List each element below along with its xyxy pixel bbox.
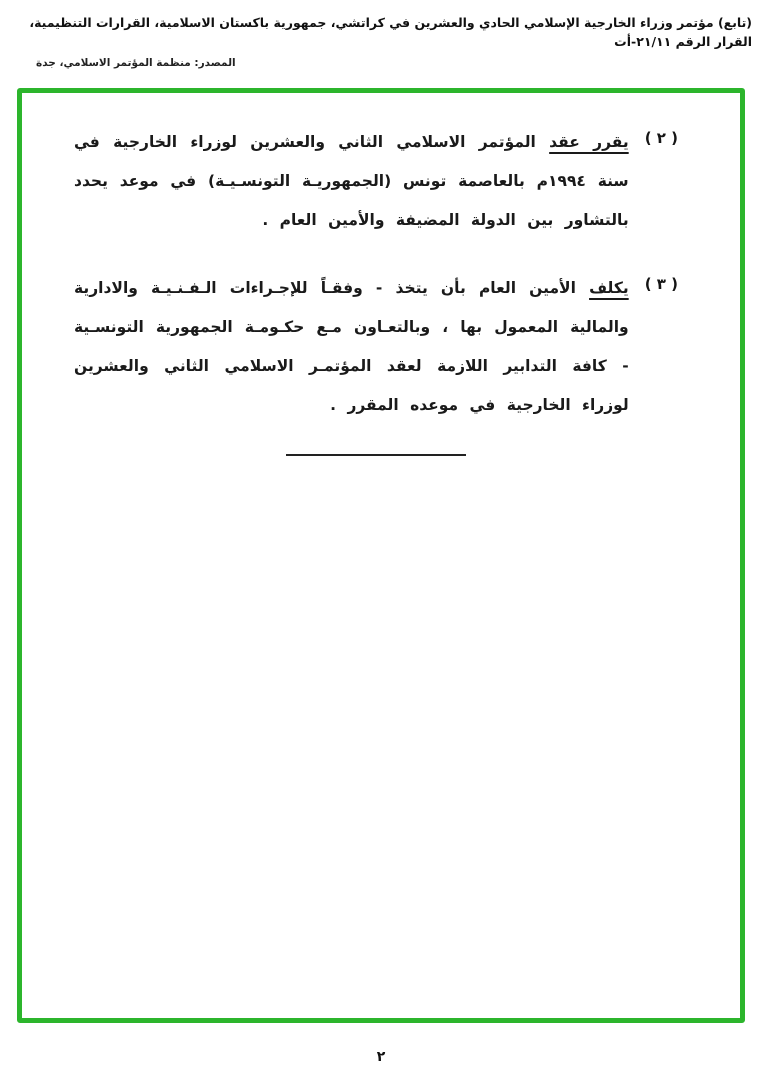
page-footer [0, 1046, 762, 1065]
clause-body-text: الأمين العام بأن يتخذ - وفقـاً للإجـراءات الـفـنـيـة والادارية والمالية المعمول بها ، وبالتعـاون مـع حكـومـة الجمهورية التونسـية - كافة التدابير اللازمة لعقد المؤتمـر الاسلامي الثاني والعشرين لوزراء الخارجية في موعده المقرر . [74, 279, 629, 414]
document-header [8, 14, 752, 69]
clause-text [74, 123, 629, 239]
clause-number: ( ٣ ) [644, 275, 678, 294]
clause-body-text: المؤتمر الاسلامي الثاني والعشرين لوزراء الخارجية في سنة ١٩٩٤م بالعاصمة تونس (الجمهوريـة التونسـيـة) في موعد يحدد بالتشاور بين الدولة المضيفة والأمين العام . [74, 133, 629, 229]
page-number: ٢ [376, 1049, 386, 1065]
clause-text [74, 269, 629, 424]
clause-lead-word: يقرر عقد [549, 133, 629, 151]
resolution-clause-2 [74, 123, 678, 239]
header-title: (تابع) مؤتمر وزراء الخارجية الإسلامي الحادي والعشرين في كراتشي، جمهورية باكستان الاسلامية، القرارات التنظيمية، القرار الرقم ٢١/١١-أت [29, 15, 752, 49]
clause-lead-word: يكلف [589, 279, 629, 298]
header-source: المصدر: منظمة المؤتمر الاسلامي، جدة [36, 56, 236, 69]
scanned-page-frame [17, 88, 745, 1023]
resolution-clause-3 [74, 269, 678, 424]
clause-number: ( ٢ ) [644, 129, 678, 147]
scanned-page-content [22, 93, 740, 456]
section-divider [286, 454, 466, 456]
